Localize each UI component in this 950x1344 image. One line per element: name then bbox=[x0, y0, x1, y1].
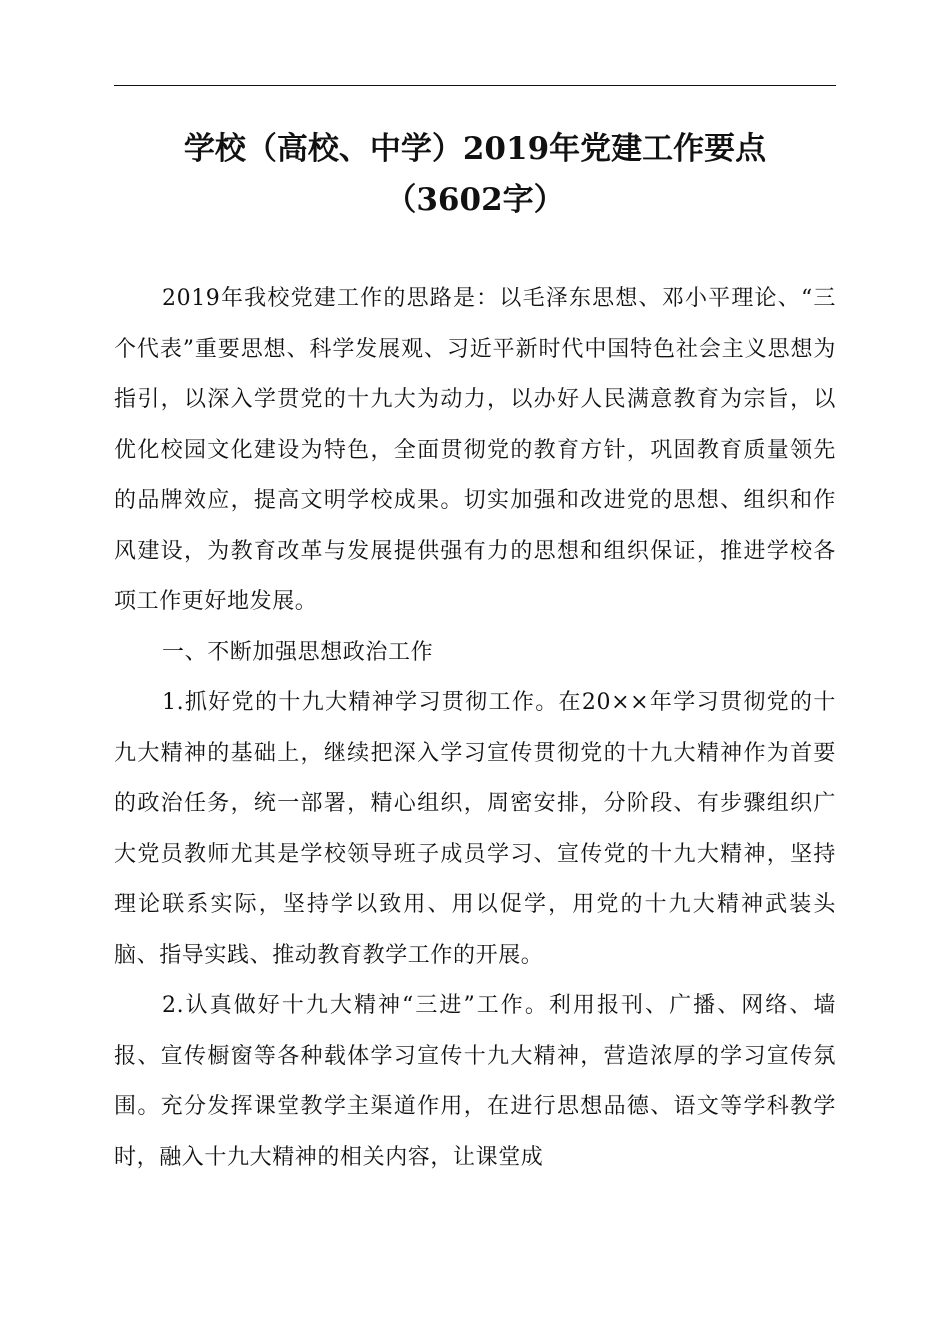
document-title: 学校（高校、中学）2019年党建工作要点 bbox=[183, 131, 767, 167]
section-1-paragraph-1: 1.抓好党的十九大精神学习贯彻工作。在20××年学习贯彻党的十九大精神的基础上，继续把深入学习宣传贯彻党的十九大精神作为首要的政治任务，统一部署，精心组织，周密安排，分阶段、有步骤组织广大党员教师尤其是学校领导班子成员学习、宣传党的十九大精神，坚持理论联系实际，坚持学以致用、用以促学，用党的十九大精神武装头脑、指导实践、推动教育教学工作的开展。 bbox=[114, 690, 836, 968]
section-1-paragraph-2: 2.认真做好十九大精神“三进”工作。利用报刊、广播、网络、墙报、宣传橱窗等各种载体学习宣传十九大精神，营造浓厚的学习宣传氛围。充分发挥课堂教学主渠道作用，在进行思想品德、语文等学科教学时，融入十九大精神的相关内容，让课堂成 bbox=[114, 993, 836, 1170]
intro-paragraph: 2019年我校党建工作的思路是：以毛泽东思想、邓小平理论、“三个代表”重要思想、科学发展观、习近平新时代中国特色社会主义思想为指引，以深入学贯党的十九大为动力，以办好人民满意教育为宗旨，以优化校园文化建设为特色，全面贯彻党的教育方针，巩固教育质量领先的品牌效应，提高文明学校成果。切实加强和改进党的思想、组织和作风建设，为教育改革与发展提供强有力的思想和组织保证，推进学校各项工作更好地发展。 bbox=[114, 286, 836, 614]
section-heading-1: 一、不断加强思想政治工作 bbox=[162, 639, 434, 665]
document-body bbox=[114, 274, 836, 1183]
header-rule bbox=[114, 85, 836, 86]
document-subtitle-word-count: （3602字） bbox=[385, 182, 565, 218]
